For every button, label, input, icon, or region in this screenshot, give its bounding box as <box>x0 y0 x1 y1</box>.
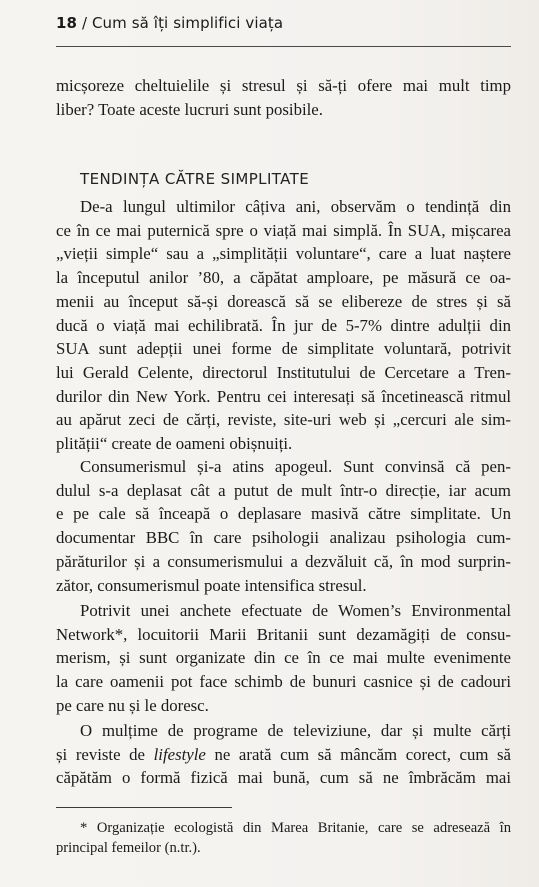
text-line: au apărut zeci de cărți, reviste, site-uri web și „cercuri ale sim- <box>56 410 511 430</box>
section-heading: TENDINȚA CĂTRE SIMPLITATE <box>80 170 310 188</box>
text-line: O mulțime de programe de televiziune, dar și multe cărți <box>80 721 511 740</box>
text-line: Network*, locuitorii Marii Britanii sunt dezamăgiți de consu- <box>56 624 511 644</box>
footnote-line: * Organizație ecologistă din Marea Britanie, care se adresează în <box>80 820 511 836</box>
paragraph-lifestyle <box>56 719 511 790</box>
text-line: e pe cale să înceapă o deplasare masivă către simplitate. Un <box>56 504 511 524</box>
running-head-separator: / <box>77 14 92 32</box>
text-line: la începutul anilor ’80, a căpătat amploare, pe măsură ce oa- <box>56 268 511 288</box>
text-line: zător, consumerismul poate intensifica stresul. <box>56 575 367 595</box>
text-fragment: și reviste de <box>56 744 154 764</box>
text-line: pe care nu și le doresc. <box>56 695 209 715</box>
paragraph-consumerism <box>56 455 511 597</box>
text-line: micșoreze cheltuielile și stresul și să-ți ofere mai mult timp <box>56 76 511 95</box>
text-fragment: ne arată cum să mâncăm corect, cum să <box>205 744 511 764</box>
text-line: Potrivit unei anchete efectuate de Women’s Environmental <box>80 601 511 620</box>
text-line <box>56 743 511 767</box>
running-head <box>56 14 283 32</box>
text-line: căpătăm o formă fizică mai bună, cum să ne îmbrăcăm mai <box>56 768 511 788</box>
paragraph-trend <box>56 195 511 456</box>
text-line: „vieții simple“ sau a „simplității voluntare“, care a luat naștere <box>56 244 511 264</box>
text-line: la care oamenii pot face schimb de bunuri casnice și de cadouri <box>56 672 511 692</box>
text-line: lui Gerald Celente, directorul Institutului de Cercetare a Tren- <box>56 362 511 382</box>
header-rule <box>56 46 511 47</box>
footnote-rule <box>56 807 232 808</box>
text-line: menii au început să-și dorească să se elibereze de stres și să <box>56 291 511 311</box>
text-line: De-a lungul ultimilor câțiva ani, observăm o tendință din <box>80 197 511 216</box>
text-line: părăturilor și a consumerismului a dezvăluit că, în mod surprin- <box>56 551 511 571</box>
text-line: liber? Toate aceste lucruri sunt posibile. <box>56 99 323 119</box>
book-title: Cum să îți simplifici viața <box>91 14 284 32</box>
text-line: dulul s-a deplasat cât a putut de mult într-o direcție, iar acum <box>56 480 511 500</box>
text-line: plității“ create de oameni obișnuiți. <box>56 434 293 454</box>
footnote <box>56 818 511 858</box>
footnote-line: principal femeilor (n.tr.). <box>56 840 201 856</box>
text-line: merism, și sunt organizate din ce în ce mai multe evenimente <box>56 648 511 668</box>
italic-term: lifestyle <box>153 744 206 764</box>
paragraph-survey <box>56 599 511 718</box>
text-line: durilor din New York. Pentru cei interesați să încetinească ritmul <box>56 386 511 406</box>
text-line: documentar BBC în care psihologii analizau psihologia cum- <box>56 528 511 548</box>
text-line: SUA sunt adepții unei forme de simplitate voluntară, potrivit <box>56 339 511 359</box>
text-line: ducă o viață mai echilibrată. În jur de 5-7% dintre adulții din <box>56 315 511 335</box>
intro-paragraph <box>56 74 511 121</box>
text-line: Consumerismul și-a atins apogeul. Sunt convinsă că pen- <box>80 457 511 476</box>
text-line: ce în ce mai puternică spre o viață mai simplă. În SUA, mișcarea <box>56 220 511 240</box>
page-number: 18 <box>56 14 78 32</box>
